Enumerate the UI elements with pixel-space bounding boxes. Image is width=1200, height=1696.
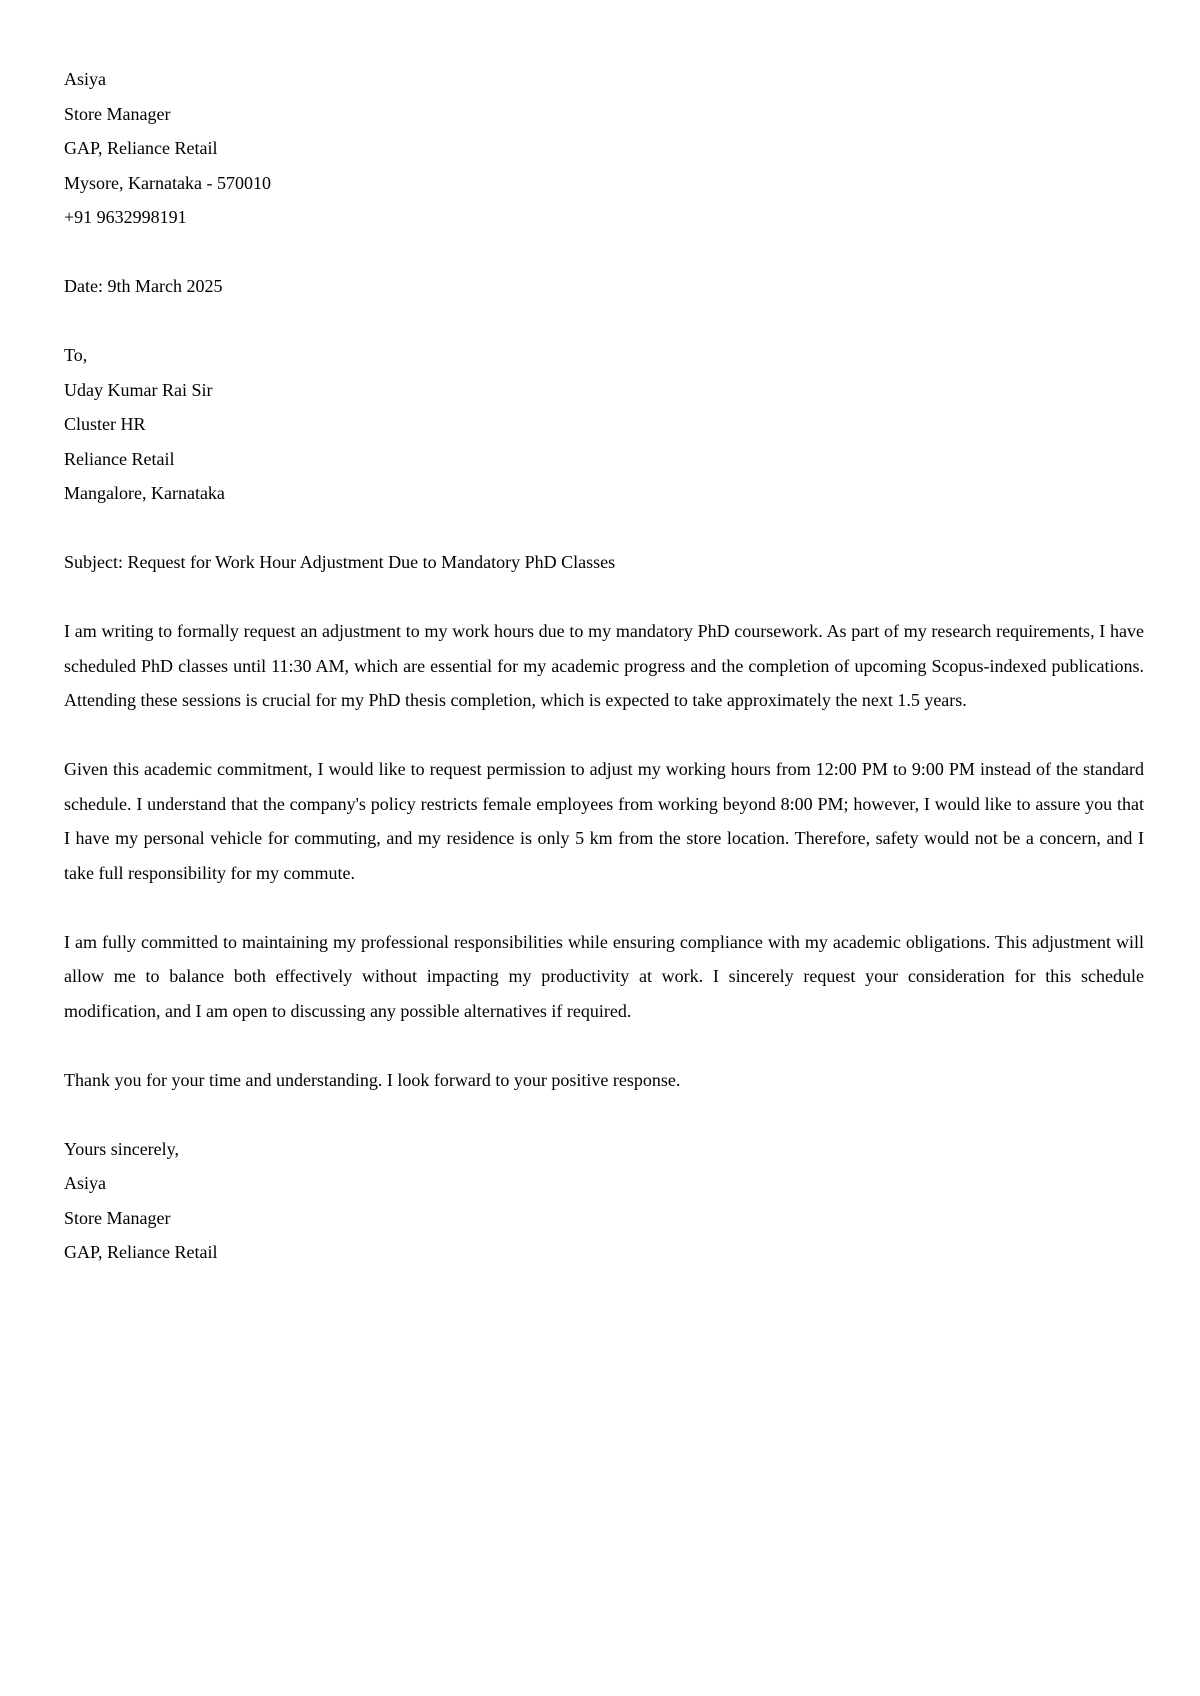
closing-block [64, 1132, 1144, 1270]
sender-block [64, 62, 1144, 235]
closing-company: GAP, Reliance Retail [64, 1242, 218, 1262]
closing-valediction: Yours sincerely, [64, 1138, 179, 1159]
sender-address: Mysore, Karnataka - 570010 [64, 172, 271, 193]
recipient-title: Cluster HR [64, 414, 146, 434]
recipient-salutation: To, [64, 345, 88, 365]
letter-subject: Subject: Request for Work Hour Adjustment Due to Mandatory PhD Classes [64, 552, 616, 572]
sender-phone: +91 9632998191 [64, 207, 187, 227]
letter-page [64, 62, 1144, 1270]
closing-title: Store Manager [64, 1207, 171, 1228]
recipient-address: Mangalore, Karnataka [64, 483, 225, 503]
letter-date: Date: 9th March 2025 [64, 276, 223, 296]
body-paragraph-3: I am fully committed to maintaining my professional responsibilities while ensuring compliance with my academic obligations. This adjustment will allow me to balance both effectively without impacting my productivity at work. I sincerely request your consideration for this schedule modification, and I am open to discussing any possible alternatives if required. [64, 931, 1144, 1021]
closing-name: Asiya [64, 1173, 106, 1193]
recipient-name: Uday Kumar Rai Sir [64, 379, 213, 400]
sender-name: Asiya [64, 69, 106, 89]
body-paragraph-2: Given this academic commitment, I would like to request permission to adjust my working hours from 12:00 PM to 9:00 PM instead of the standard schedule. I understand that the company's policy restricts female employees from working beyond 8:00 PM; however, I would like to assure you that I have my personal vehicle for commuting, and my residence is only 5 km from the store location. Therefore, safety would not be a concern, and I take full responsibility for my commute. [64, 759, 1144, 883]
recipient-company: Reliance Retail [64, 448, 175, 469]
recipient-block [64, 338, 1144, 511]
body-paragraph-4: Thank you for your time and understanding. I look forward to your positive response. [64, 1069, 681, 1090]
sender-title: Store Manager [64, 103, 171, 124]
sender-company: GAP, Reliance Retail [64, 138, 218, 158]
body-paragraph-1: I am writing to formally request an adjustment to my work hours due to my mandatory PhD coursework. As part of my research requirements, I have scheduled PhD classes until 11:30 AM, which are essential for my academic progress and the completion of upcoming Scopus-indexed publications. Attending these sessions is crucial for my PhD thesis completion, which is expected to take approximately the next 1.5 years. [64, 621, 1144, 710]
